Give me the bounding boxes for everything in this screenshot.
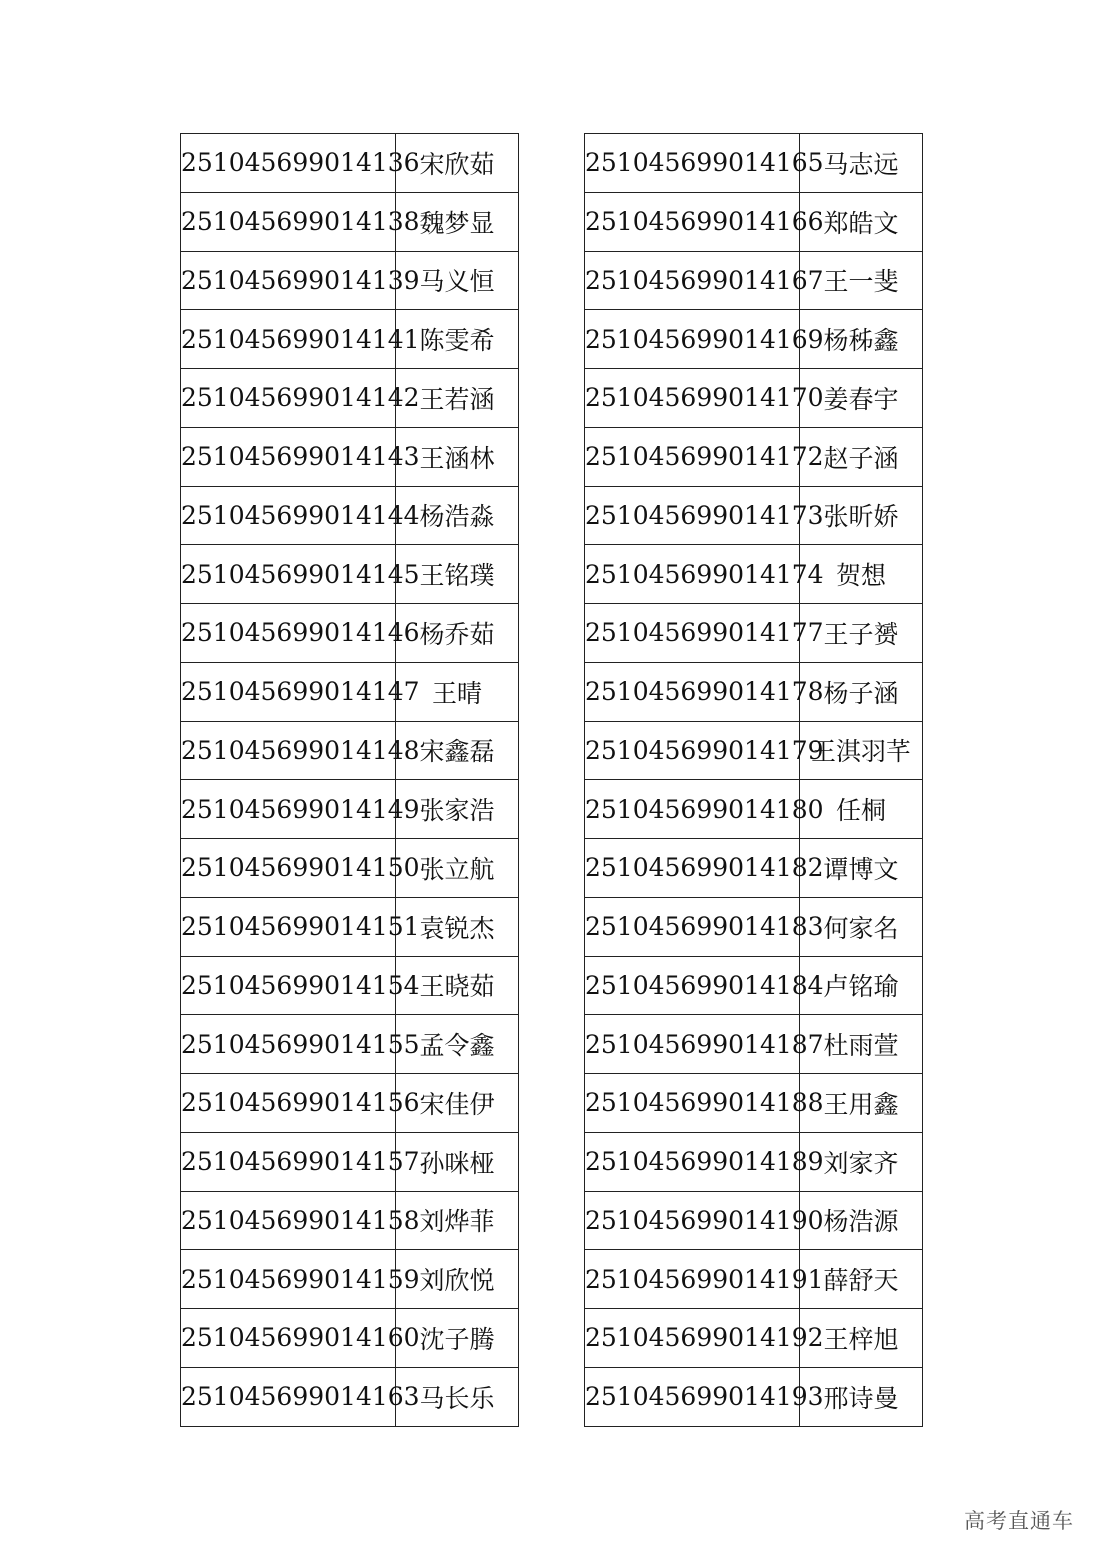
- exam-number-cell: 251045699014145: [181, 545, 396, 604]
- exam-number-cell: 251045699014167: [585, 251, 800, 310]
- table-row: [585, 545, 923, 604]
- exam-number-cell: 251045699014166: [585, 192, 800, 251]
- student-name-cell: 王用鑫: [800, 1074, 923, 1133]
- student-name-cell: 王梓旭: [800, 1309, 923, 1368]
- exam-number-cell: 251045699014139: [181, 251, 396, 310]
- exam-number-cell: 251045699014163: [181, 1367, 396, 1426]
- table-row: [585, 192, 923, 251]
- table-row: [181, 1132, 519, 1191]
- table-row: [181, 721, 519, 780]
- student-name-cell: 杨浩源: [800, 1191, 923, 1250]
- exam-number-cell: 251045699014172: [585, 427, 800, 486]
- student-name-cell: 宋佳伊: [396, 1074, 519, 1133]
- exam-number-cell: 251045699014165: [585, 134, 800, 193]
- student-name-cell: 任桐: [800, 780, 923, 839]
- table-row: [585, 1367, 923, 1426]
- exam-number-cell: 251045699014155: [181, 1015, 396, 1074]
- table-row: [181, 1367, 519, 1426]
- table-row: [181, 1309, 519, 1368]
- table-row: [585, 956, 923, 1015]
- student-name-cell: 刘欣悦: [396, 1250, 519, 1309]
- table-row: [585, 486, 923, 545]
- table-row: [181, 545, 519, 604]
- exam-number-cell: 251045699014188: [585, 1074, 800, 1133]
- exam-number-cell: 251045699014157: [181, 1132, 396, 1191]
- table-row: [585, 604, 923, 663]
- student-name-cell: 王涵林: [396, 427, 519, 486]
- table-row: [181, 427, 519, 486]
- roster-table-right-body: [585, 134, 923, 1427]
- exam-number-cell: 251045699014187: [585, 1015, 800, 1074]
- table-row: [181, 956, 519, 1015]
- table-row: [181, 662, 519, 721]
- exam-number-cell: 251045699014170: [585, 369, 800, 428]
- student-name-cell: 杜雨萱: [800, 1015, 923, 1074]
- exam-number-cell: 251045699014143: [181, 427, 396, 486]
- roster-table-right: [584, 133, 923, 1427]
- table-row: [181, 897, 519, 956]
- exam-number-cell: 251045699014180: [585, 780, 800, 839]
- table-row: [585, 427, 923, 486]
- exam-number-cell: 251045699014182: [585, 839, 800, 898]
- exam-number-cell: 251045699014179: [585, 721, 800, 780]
- exam-number-cell: 251045699014150: [181, 839, 396, 898]
- student-name-cell: 郑皓文: [800, 192, 923, 251]
- student-name-cell: 孙咪桠: [396, 1132, 519, 1191]
- student-name-cell: 王铭璞: [396, 545, 519, 604]
- student-name-cell: 贺想: [800, 545, 923, 604]
- student-name-cell: 薛舒天: [800, 1250, 923, 1309]
- student-name-cell: 王子赟: [800, 604, 923, 663]
- student-name-cell: 杨秭鑫: [800, 310, 923, 369]
- exam-number-cell: 251045699014142: [181, 369, 396, 428]
- table-row: [585, 1309, 923, 1368]
- table-row: [181, 780, 519, 839]
- student-name-cell: 杨浩淼: [396, 486, 519, 545]
- student-name-cell: 马义恒: [396, 251, 519, 310]
- table-row: [181, 192, 519, 251]
- table-row: [585, 134, 923, 193]
- student-name-cell: 谭博文: [800, 839, 923, 898]
- student-name-cell: 赵子涵: [800, 427, 923, 486]
- exam-number-cell: 251045699014141: [181, 310, 396, 369]
- exam-number-cell: 251045699014191: [585, 1250, 800, 1309]
- table-row: [181, 486, 519, 545]
- student-name-cell: 袁锐杰: [396, 897, 519, 956]
- exam-number-cell: 251045699014159: [181, 1250, 396, 1309]
- exam-number-cell: 251045699014193: [585, 1367, 800, 1426]
- student-name-cell: 王一斐: [800, 251, 923, 310]
- student-name-cell: 王若涵: [396, 369, 519, 428]
- table-row: [181, 310, 519, 369]
- student-name-cell: 马志远: [800, 134, 923, 193]
- student-name-cell: 王晴: [396, 662, 519, 721]
- table-row: [585, 1191, 923, 1250]
- exam-number-cell: 251045699014174: [585, 545, 800, 604]
- exam-number-cell: 251045699014190: [585, 1191, 800, 1250]
- student-name-cell: 孟令鑫: [396, 1015, 519, 1074]
- table-row: [181, 251, 519, 310]
- exam-number-cell: 251045699014138: [181, 192, 396, 251]
- exam-number-cell: 251045699014192: [585, 1309, 800, 1368]
- table-row: [585, 839, 923, 898]
- table-row: [181, 134, 519, 193]
- table-row: [585, 897, 923, 956]
- student-name-cell: 宋鑫磊: [396, 721, 519, 780]
- exam-number-cell: 251045699014169: [585, 310, 800, 369]
- table-row: [585, 369, 923, 428]
- student-name-cell: 何家名: [800, 897, 923, 956]
- table-row: [585, 251, 923, 310]
- table-row: [585, 1132, 923, 1191]
- student-name-cell: 邢诗曼: [800, 1367, 923, 1426]
- student-name-cell: 卢铭瑜: [800, 956, 923, 1015]
- exam-number-cell: 251045699014184: [585, 956, 800, 1015]
- student-name-cell: 杨乔茹: [396, 604, 519, 663]
- student-name-cell: 王淇羽芊: [800, 721, 923, 780]
- exam-number-cell: 251045699014173: [585, 486, 800, 545]
- table-row: [181, 1074, 519, 1133]
- student-name-cell: 刘烨菲: [396, 1191, 519, 1250]
- exam-number-cell: 251045699014160: [181, 1309, 396, 1368]
- student-name-cell: 姜春宇: [800, 369, 923, 428]
- table-row: [181, 1015, 519, 1074]
- student-name-cell: 马长乐: [396, 1367, 519, 1426]
- table-row: [585, 310, 923, 369]
- table-row: [585, 1074, 923, 1133]
- student-name-cell: 张昕娇: [800, 486, 923, 545]
- exam-number-cell: 251045699014144: [181, 486, 396, 545]
- exam-number-cell: 251045699014154: [181, 956, 396, 1015]
- student-name-cell: 张家浩: [396, 780, 519, 839]
- student-name-cell: 王晓茹: [396, 956, 519, 1015]
- exam-number-cell: 251045699014149: [181, 780, 396, 839]
- table-row: [181, 604, 519, 663]
- student-name-cell: 刘家齐: [800, 1132, 923, 1191]
- roster-table-left-body: [181, 134, 519, 1427]
- student-name-cell: 陈雯希: [396, 310, 519, 369]
- roster-table-left: [180, 133, 519, 1427]
- table-row: [585, 1250, 923, 1309]
- table-row: [585, 1015, 923, 1074]
- exam-number-cell: 251045699014151: [181, 897, 396, 956]
- exam-number-cell: 251045699014136: [181, 134, 396, 193]
- watermark-text: 高考直通车: [964, 1509, 1074, 1533]
- student-name-cell: 沈子腾: [396, 1309, 519, 1368]
- exam-number-cell: 251045699014178: [585, 662, 800, 721]
- student-name-cell: 杨子涵: [800, 662, 923, 721]
- exam-number-cell: 251045699014148: [181, 721, 396, 780]
- exam-number-cell: 251045699014189: [585, 1132, 800, 1191]
- table-row: [181, 1191, 519, 1250]
- exam-number-cell: 251045699014183: [585, 897, 800, 956]
- student-name-cell: 宋欣茹: [396, 134, 519, 193]
- table-row: [181, 839, 519, 898]
- exam-number-cell: 251045699014177: [585, 604, 800, 663]
- table-row: [585, 662, 923, 721]
- table-row: [585, 780, 923, 839]
- exam-number-cell: 251045699014147: [181, 662, 396, 721]
- table-row: [181, 369, 519, 428]
- exam-number-cell: 251045699014156: [181, 1074, 396, 1133]
- exam-number-cell: 251045699014158: [181, 1191, 396, 1250]
- table-row: [585, 721, 923, 780]
- student-name-cell: 魏梦显: [396, 192, 519, 251]
- exam-number-cell: 251045699014146: [181, 604, 396, 663]
- student-name-cell: 张立航: [396, 839, 519, 898]
- table-row: [181, 1250, 519, 1309]
